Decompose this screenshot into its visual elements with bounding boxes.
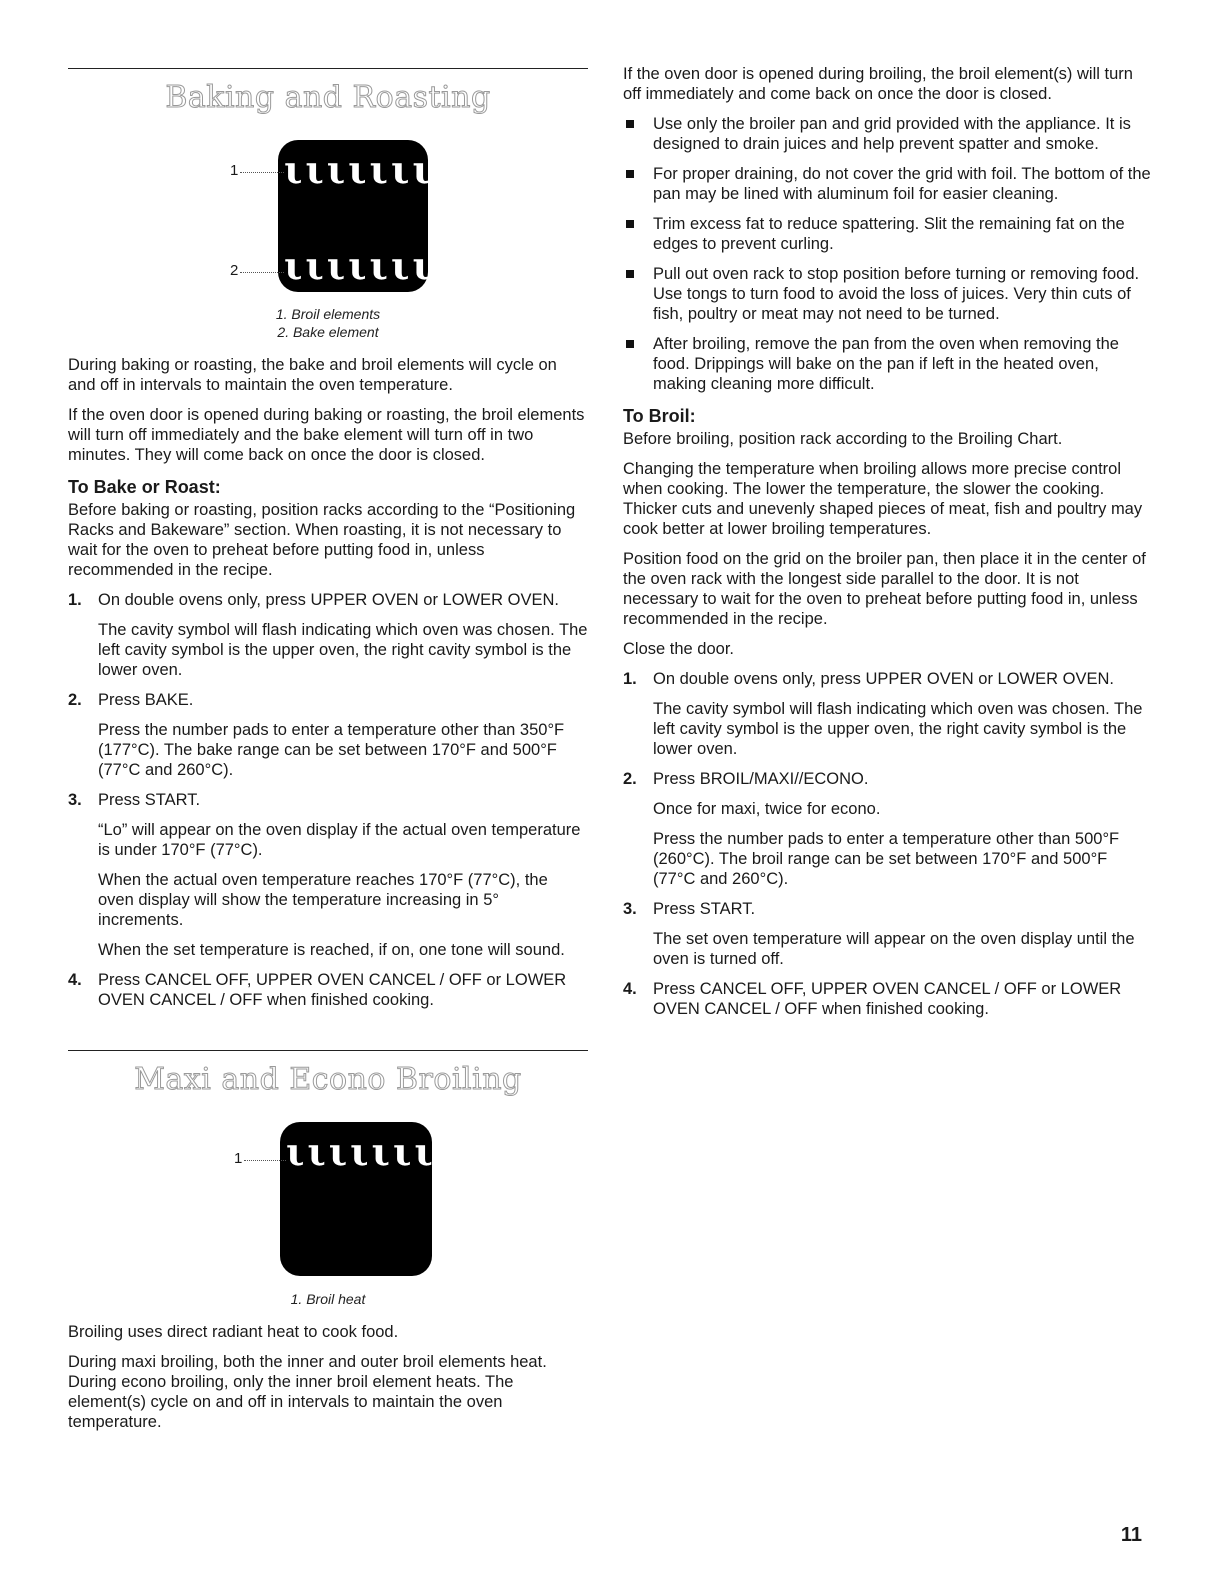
step-text: Press START. (653, 900, 756, 918)
baking-oven-figure (228, 140, 438, 300)
bake-roast-heading: To Bake or Roast: (68, 477, 221, 497)
step-text: “Lo” will appear on the oven display if the actual oven temperature is under 170°F (77°C). (98, 821, 581, 859)
step-item (68, 590, 588, 680)
step-text: The cavity symbol will flash indicating which oven was chosen. The left cavity symbol is the upper oven, the right cavity symbol is the lower oven. (653, 700, 1143, 758)
step-text: Press BAKE. (98, 691, 194, 709)
step-text: Once for maxi, twice for econo. (653, 800, 881, 818)
step-number: 1. (623, 670, 637, 688)
tip-text: Use only the broiler pan and grid provided with the appliance. It is designed to drain juices and help prevent spatter and smoke. (653, 115, 1131, 153)
tip-item (623, 264, 1153, 324)
tip-text: For proper draining, do not cover the grid with foil. The bottom of the pan may be lined with aluminum foil for easier cleaning. (653, 165, 1151, 203)
section-title-baking: Baking and Roasting (165, 80, 491, 115)
bullet-icon (626, 220, 634, 228)
step-text: On double ovens only, press UPPER OVEN or LOWER OVEN. (98, 591, 559, 609)
broiling-paragraph: During maxi broiling, both the inner and outer broil elements heat. During econo broiling, only the inner broil element heats. The element(s) cycle on and off in intervals to maintain the oven temperature. (68, 1353, 547, 1431)
step-item (68, 970, 588, 1010)
right-column (623, 64, 1153, 1029)
tip-item (623, 114, 1153, 154)
step-number: 4. (68, 971, 82, 989)
callout-leader-1 (240, 172, 284, 173)
step-text: When the actual oven temperature reaches 170°F (77°C), the oven display will show the temperature increasing in 5° increments. (98, 871, 548, 929)
bullet-icon (626, 340, 634, 348)
step-item (68, 690, 588, 780)
section-title-broiling: Maxi and Econo Broiling (134, 1062, 522, 1097)
baking-section (68, 305, 588, 1020)
page-number: 11 (1120, 1524, 1142, 1546)
step-number: 3. (68, 791, 82, 809)
broil-steps-list (623, 669, 1153, 1019)
top-rule (68, 68, 588, 69)
step-text: Press START. (98, 791, 201, 809)
step-number: 1. (68, 591, 82, 609)
step-number: 4. (623, 980, 637, 998)
tip-text: Pull out oven rack to stop position before turning or removing food. Use tongs to turn food to avoid the loss of juices. Very thin cuts of fish, poultry or meat may not need to be turned. (653, 265, 1140, 323)
tip-item (623, 164, 1153, 204)
broil-heat-icon: ιιιιιιι (286, 1129, 436, 1174)
step-number: 2. (68, 691, 82, 709)
step-text: Press the number pads to enter a temperature other than 350°F (177°C). The bake range can be set between 170°F and 500°F (77°C and 260°C). (98, 721, 565, 779)
bullet-icon (626, 120, 634, 128)
step-number: 3. (623, 900, 637, 918)
bake-element-icon: ιιιιιιι (284, 243, 434, 288)
callout-1: 1 (230, 162, 239, 179)
step-text: On double ovens only, press UPPER OVEN or LOWER OVEN. (653, 670, 1114, 688)
baking-paragraph: During baking or roasting, the bake and broil elements will cycle on and off in intervals to maintain the oven temperature. (68, 356, 557, 394)
step-number: 2. (623, 770, 637, 788)
step-item (623, 979, 1153, 1019)
caption-broil-heat: 1. Broil heat (290, 1291, 366, 1307)
callout-2: 2 (230, 262, 239, 279)
caption-broil-elements: 1. Broil elements (275, 306, 381, 322)
broil-intro: Close the door. (623, 640, 734, 658)
step-item (623, 669, 1153, 759)
callout-leader-1 (244, 1160, 286, 1161)
step-text: Press CANCEL OFF, UPPER OVEN CANCEL / OFF or LOWER OVEN CANCEL / OFF when finished cooking. (653, 980, 1122, 1018)
tip-item (623, 334, 1153, 394)
broil-intro: Changing the temperature when broiling allows more precise control when cooking. The lower the temperature, the slower the cooking. Thicker cuts and unevenly shaped pieces of meat, fish and poultry may cook better at lower broiling temperatures. (623, 460, 1143, 538)
bullet-icon (626, 270, 634, 278)
step-item (68, 790, 588, 960)
step-text: When the set temperature is reached, if on, one tone will sound. (98, 941, 565, 959)
broiling-paragraph: Broiling uses direct radiant heat to cook food. (68, 1323, 399, 1341)
step-text: Press CANCEL OFF, UPPER OVEN CANCEL / OFF or LOWER OVEN CANCEL / OFF when finished cooking. (98, 971, 567, 1009)
tip-text: Trim excess fat to reduce spattering. Slit the remaining fat on the edges to prevent curling. (653, 215, 1125, 253)
bake-roast-intro: Before baking or roasting, position racks according to the “Positioning Racks and Bakeware” section. When roasting, it is not necessary to wait for the oven to preheat before putting food in, unless recommended in the recipe. (68, 501, 576, 579)
bullet-icon (626, 170, 634, 178)
callout-leader-2 (240, 272, 284, 273)
callout-1: 1 (234, 1150, 243, 1167)
step-text: The set oven temperature will appear on the oven display until the oven is turned off. (653, 930, 1135, 968)
broil-intro: Before broiling, position rack according to the Broiling Chart. (623, 430, 1063, 448)
broil-intro: Position food on the grid on the broiler pan, then place it in the center of the oven rack with the longest side parallel to the door. It is not necessary to wait for the oven to preheat before putting food in, unless recommended in the recipe. (623, 550, 1146, 628)
step-item (623, 899, 1153, 969)
broiling-oven-figure (228, 1122, 438, 1282)
step-text: Press BROIL/MAXI//ECONO. (653, 770, 869, 788)
step-item (623, 769, 1153, 889)
broiling-tips-list (623, 114, 1153, 394)
caption-bake-element: 2. Bake element (277, 324, 379, 340)
bake-steps-list (68, 590, 588, 1010)
section-rule (68, 1050, 588, 1051)
step-text: The cavity symbol will flash indicating which oven was chosen. The left cavity symbol is the upper oven, the right cavity symbol is the lower oven. (98, 621, 588, 679)
tip-item (623, 214, 1153, 254)
tip-text: After broiling, remove the pan from the oven when removing the food. Drippings will bake on the pan if left in the heated oven, making cleaning more difficult. (653, 335, 1119, 393)
broiling-section (68, 1290, 588, 1442)
step-text: Press the number pads to enter a temperature other than 500°F (260°C). The broil range can be set between 170°F and 500°F (77°C and 260°C). (653, 830, 1120, 888)
door-open-paragraph: If the oven door is opened during broiling, the broil element(s) will turn off immediately and come back on once the door is closed. (623, 65, 1133, 103)
broil-element-icon: ιιιιιιι (284, 147, 434, 192)
baking-paragraph: If the oven door is opened during baking or roasting, the broil elements will turn off immediately and the bake element will turn off in two minutes. They will come back on once the door is closed. (68, 406, 585, 464)
to-broil-heading: To Broil: (623, 406, 696, 426)
